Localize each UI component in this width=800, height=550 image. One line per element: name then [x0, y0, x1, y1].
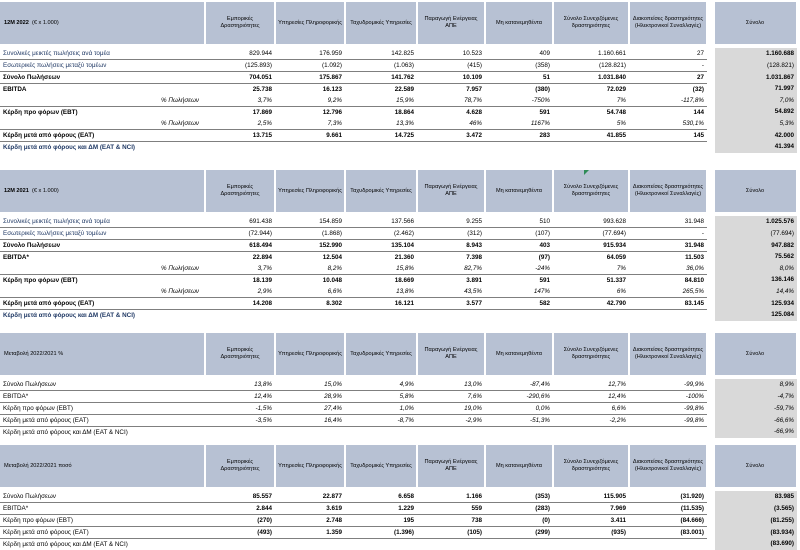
cell: -3,5% — [205, 415, 275, 427]
cell-total: 14,4% — [715, 286, 797, 298]
section-header — [0, 445, 797, 487]
cell: 283 — [485, 130, 553, 142]
section-12m-2022 — [0, 2, 800, 153]
cell: 9.661 — [275, 130, 345, 142]
cell: 582 — [485, 298, 553, 310]
section-unit: (€ x 1.000) — [32, 188, 59, 194]
col-header: Σύνολο Συνεχιζόμενες δραστηριότητες — [553, 445, 629, 487]
cell: 144 — [629, 107, 707, 119]
table-row — [0, 107, 797, 119]
cell: 19,0% — [417, 403, 485, 415]
cell: 4.628 — [417, 107, 485, 119]
col-header: Ταχυδρομικές Υπηρεσίες — [345, 170, 417, 212]
row-label: Εσωτερικές πωλήσεις μεταξύ τομέων — [0, 228, 205, 240]
cell: -117,8% — [629, 95, 707, 107]
cell: (0) — [485, 515, 553, 527]
cell: (299) — [485, 527, 553, 539]
cell: 195 — [345, 515, 417, 527]
cell: -2,2% — [553, 415, 629, 427]
cell: 3.891 — [417, 275, 485, 287]
cell: 6,6% — [275, 286, 345, 298]
cell: (32) — [629, 84, 707, 96]
cell: 51.337 — [553, 275, 629, 287]
row-label: Κέρδη μετά από φόρους και ΔΜ (EAT & NCI) — [0, 539, 707, 550]
cell: 12,4% — [553, 391, 629, 403]
row-label: Κέρδη προ φόρων (EBT) — [0, 107, 205, 119]
cell: 2.844 — [205, 503, 275, 515]
col-header: Σύνολο Συνεχιζόμενες δραστηριότητες — [553, 333, 629, 375]
cell-total: 54.892 — [715, 107, 797, 119]
cell: (353) — [485, 491, 553, 503]
cell-total: 1.025.576 — [715, 216, 797, 228]
table-row — [0, 118, 797, 130]
cell: 7% — [553, 95, 629, 107]
cell-total: (77.694) — [715, 228, 797, 240]
cell: 43,5% — [417, 286, 485, 298]
cell: 18.864 — [345, 107, 417, 119]
col-header: Σύνολο — [715, 2, 797, 44]
cell: (31.920) — [629, 491, 707, 503]
cell-total: (83.690) — [715, 539, 797, 550]
col-header: Υπηρεσίες Πληροφορικής — [275, 2, 345, 44]
cell: 6.658 — [345, 491, 417, 503]
cell: 22.877 — [275, 491, 345, 503]
cell: 9,2% — [275, 95, 345, 107]
col-header: Εμπορικές Δραστηριότητες — [205, 2, 275, 44]
cell: 46% — [417, 118, 485, 130]
cell-total: 5,3% — [715, 118, 797, 130]
cell: 2,9% — [205, 286, 275, 298]
cell: 17.869 — [205, 107, 275, 119]
cell: 6% — [553, 286, 629, 298]
cell: 15,0% — [275, 379, 345, 391]
cell-total: -4,7% — [715, 391, 797, 403]
cell: 12.796 — [275, 107, 345, 119]
cell: 22.589 — [345, 84, 417, 96]
section-12m-2021 — [0, 170, 800, 321]
cell: 7,3% — [275, 118, 345, 130]
cell: 691.438 — [205, 216, 275, 228]
cell-total: 125.934 — [715, 298, 797, 310]
row-label: % Πωλήσεων — [0, 118, 205, 130]
cell: (125.893) — [205, 60, 275, 72]
cell: -87,4% — [485, 379, 553, 391]
cell: 13,8% — [345, 286, 417, 298]
row-label: EBITDA — [0, 84, 205, 96]
table-row — [0, 252, 797, 264]
cell: 993.628 — [553, 216, 629, 228]
cell: 3.472 — [417, 130, 485, 142]
cell-total: 71.997 — [715, 84, 797, 96]
cell: 21.360 — [345, 252, 417, 264]
cell: (1.396) — [345, 527, 417, 539]
cell: 9.255 — [417, 216, 485, 228]
section-title: 12M 2021 — [4, 188, 29, 194]
cell: (128.821) — [553, 60, 629, 72]
cell: 11.503 — [629, 252, 707, 264]
cell: (493) — [205, 527, 275, 539]
cell: 28,9% — [275, 391, 345, 403]
cell: (11.535) — [629, 503, 707, 515]
col-header: Ταχυδρομικές Υπηρεσίες — [345, 333, 417, 375]
col-header: Ταχυδρομικές Υπηρεσίες — [345, 2, 417, 44]
section-change-amount — [0, 445, 800, 550]
table-row — [0, 491, 797, 503]
cell: 8,2% — [275, 263, 345, 275]
section-title: Μεταβολή 2022/2021 ποσό — [4, 463, 72, 469]
cell-total: 75.562 — [715, 252, 797, 264]
col-header: Παραγωγή Ενέργειας ΑΠΕ — [417, 2, 485, 44]
cell: 829.944 — [205, 48, 275, 60]
cell: 1167% — [485, 118, 553, 130]
cell: (84.666) — [629, 515, 707, 527]
cell: -99,8% — [629, 415, 707, 427]
cell: -290,6% — [485, 391, 553, 403]
cell: 78,7% — [417, 95, 485, 107]
row-label: Συνολικές μεικτές πωλήσεις ανά τομέα — [0, 48, 205, 60]
cell: 27 — [629, 72, 707, 84]
cell: (105) — [417, 527, 485, 539]
cell: 3.411 — [553, 515, 629, 527]
cell: 142.825 — [345, 48, 417, 60]
cell: -8,7% — [345, 415, 417, 427]
table-row — [0, 142, 797, 154]
cell: (415) — [417, 60, 485, 72]
cell: 83.145 — [629, 298, 707, 310]
cell: 85.557 — [205, 491, 275, 503]
table-row — [0, 515, 797, 527]
cell: 18.139 — [205, 275, 275, 287]
row-label: Κέρδη μετά από φόρους και ΔΜ (EAT & NCI) — [0, 310, 707, 322]
cell: 10.523 — [417, 48, 485, 60]
section-title: Μεταβολή 2022/2021 % — [4, 351, 63, 357]
cell: 3.619 — [275, 503, 345, 515]
row-label: % Πωλήσεων — [0, 95, 205, 107]
cell: 1.359 — [275, 527, 345, 539]
cell: -24% — [485, 263, 553, 275]
table-row — [0, 216, 797, 228]
row-label: Κέρδη προ φόρων (EBT) — [0, 403, 205, 415]
cell-total: 8,9% — [715, 379, 797, 391]
cell: 10.048 — [275, 275, 345, 287]
cell: 25.738 — [205, 84, 275, 96]
col-header: Μη κατανεμηθέντα — [485, 170, 553, 212]
cell: 14.208 — [205, 298, 275, 310]
cell: 135.104 — [345, 240, 417, 252]
cell: -99,9% — [629, 379, 707, 391]
table-row — [0, 286, 797, 298]
table-row — [0, 84, 797, 96]
cell: 154.859 — [275, 216, 345, 228]
table-row — [0, 240, 797, 252]
cell: (83.001) — [629, 527, 707, 539]
cell: 82,7% — [417, 263, 485, 275]
cell-total: 1.031.867 — [715, 72, 797, 84]
table-row — [0, 379, 797, 391]
cell: 16,4% — [275, 415, 345, 427]
col-header: Υπηρεσίες Πληροφορικής — [275, 445, 345, 487]
cell: 591 — [485, 107, 553, 119]
cell: 2.748 — [275, 515, 345, 527]
cell: 265,5% — [629, 286, 707, 298]
table-row — [0, 391, 797, 403]
cell: (1.063) — [345, 60, 417, 72]
cell: (2.462) — [345, 228, 417, 240]
cell: 175.867 — [275, 72, 345, 84]
cell: 1.229 — [345, 503, 417, 515]
cell-total: 1.160.688 — [715, 48, 797, 60]
cell: 27,4% — [275, 403, 345, 415]
table-row — [0, 60, 797, 72]
cell-total: -66,6% — [715, 415, 797, 427]
col-header: Εμπορικές Δραστηριότητες — [205, 170, 275, 212]
cell-total: 41.394 — [715, 142, 797, 154]
cell: 41.855 — [553, 130, 629, 142]
col-header: Μη κατανεμηθέντα — [485, 2, 553, 44]
cell: 5,8% — [345, 391, 417, 403]
cell: 4,9% — [345, 379, 417, 391]
cell-total: (81.255) — [715, 515, 797, 527]
table-row — [0, 72, 797, 84]
cell: 36,0% — [629, 263, 707, 275]
cell: 704.051 — [205, 72, 275, 84]
row-label: % Πωλήσεων — [0, 263, 205, 275]
row-label: Κέρδη μετά από φόρους και ΔΜ (EAT & NCI) — [0, 427, 707, 439]
cell: (107) — [485, 228, 553, 240]
row-label: Κέρδη μετά από φόρους (EAT) — [0, 415, 205, 427]
table-row — [0, 275, 797, 287]
cell: 42.790 — [553, 298, 629, 310]
cell: -750% — [485, 95, 553, 107]
cell: 13.715 — [205, 130, 275, 142]
table-row — [0, 298, 797, 310]
cell: 915.934 — [553, 240, 629, 252]
col-header: Διακοπείσες δραστηριότητες (Ηλεκτρονικοί Συναλλαγές) — [629, 445, 707, 487]
cell: 27 — [629, 48, 707, 60]
col-header: Παραγωγή Ενέργειας ΑΠΕ — [417, 445, 485, 487]
cell-total: 8,0% — [715, 263, 797, 275]
row-label: EBITDA* — [0, 252, 205, 264]
row-label: Κέρδη προ φόρων (EBT) — [0, 515, 205, 527]
cell: (380) — [485, 84, 553, 96]
table-row — [0, 228, 797, 240]
cell: 13,0% — [417, 379, 485, 391]
table-row — [0, 415, 797, 427]
cell: 54.748 — [553, 107, 629, 119]
cell: 7,6% — [417, 391, 485, 403]
cell: (77.694) — [553, 228, 629, 240]
table-row — [0, 527, 797, 539]
row-label: EBITDA* — [0, 503, 205, 515]
cell: (270) — [205, 515, 275, 527]
col-header: Μη κατανεμηθέντα — [485, 333, 553, 375]
row-label: Κέρδη μετά από φόρους και ΔΜ (EAT & NCI) — [0, 142, 707, 154]
cell: 1.031.840 — [553, 72, 629, 84]
cell-total: -59,7% — [715, 403, 797, 415]
cell-total: 136.146 — [715, 275, 797, 287]
cell: 1,0% — [345, 403, 417, 415]
cell: 3,7% — [205, 95, 275, 107]
cell: -100% — [629, 391, 707, 403]
cell: 147% — [485, 286, 553, 298]
cell-total: 42.000 — [715, 130, 797, 142]
col-header: Παραγωγή Ενέργειας ΑΠΕ — [417, 333, 485, 375]
cell: 8.302 — [275, 298, 345, 310]
row-label: Κέρδη μετά από φόρους (EAT) — [0, 298, 205, 310]
table-row — [0, 503, 797, 515]
cell: 0,0% — [485, 403, 553, 415]
cell: 6,6% — [553, 403, 629, 415]
cell-total: -66,9% — [715, 427, 797, 439]
cell: 3,7% — [205, 263, 275, 275]
cell-total: 83.985 — [715, 491, 797, 503]
cell: 7.398 — [417, 252, 485, 264]
cell: 15,8% — [345, 263, 417, 275]
cell: 18.669 — [345, 275, 417, 287]
cell: 22.894 — [205, 252, 275, 264]
cell: 141.762 — [345, 72, 417, 84]
cell: 5% — [553, 118, 629, 130]
row-label: Εσωτερικές πωλήσεις μεταξύ τομέων — [0, 60, 205, 72]
col-header: Υπηρεσίες Πληροφορικής — [275, 333, 345, 375]
cell: -51,3% — [485, 415, 553, 427]
cell: (72.944) — [205, 228, 275, 240]
col-header: Ταχυδρομικές Υπηρεσίες — [345, 445, 417, 487]
row-label: Κέρδη προ φόρων (EBT) — [0, 275, 205, 287]
cell: 403 — [485, 240, 553, 252]
cell: 64.059 — [553, 252, 629, 264]
cell-total: (128.821) — [715, 60, 797, 72]
cell: 7.957 — [417, 84, 485, 96]
cell: -1,5% — [205, 403, 275, 415]
cell-total: 7,0% — [715, 95, 797, 107]
col-header: Μη κατανεμηθέντα — [485, 445, 553, 487]
cell: - — [629, 60, 707, 72]
cell: 12,7% — [553, 379, 629, 391]
col-header: Σύνολο — [715, 170, 797, 212]
cell: (1.092) — [275, 60, 345, 72]
cell: 7.969 — [553, 503, 629, 515]
section-header — [0, 2, 797, 44]
cell: 72.029 — [553, 84, 629, 96]
col-header: Σύνολο — [715, 445, 797, 487]
cell: -99,8% — [629, 403, 707, 415]
row-label: EBITDA* — [0, 391, 205, 403]
table-row — [0, 427, 797, 439]
cell: 409 — [485, 48, 553, 60]
cell: 14.725 — [345, 130, 417, 142]
section-title: 12M 2022 — [4, 20, 29, 26]
cell: 15,9% — [345, 95, 417, 107]
cell: 1.166 — [417, 491, 485, 503]
cell: (283) — [485, 503, 553, 515]
cell: 12,4% — [205, 391, 275, 403]
cell: (935) — [553, 527, 629, 539]
cell: 115.905 — [553, 491, 629, 503]
section-unit: (€ x 1.000) — [32, 20, 59, 26]
cell: 152.990 — [275, 240, 345, 252]
cell: (312) — [417, 228, 485, 240]
table-row — [0, 539, 797, 550]
row-label: % Πωλήσεων — [0, 286, 205, 298]
cell: - — [629, 228, 707, 240]
row-label: Σύνολο Πωλήσεων — [0, 72, 205, 84]
row-label: Κέρδη μετά από φόρους (EAT) — [0, 130, 205, 142]
cell: 1.160.661 — [553, 48, 629, 60]
col-header: Παραγωγή Ενέργειας ΑΠΕ — [417, 170, 485, 212]
cell: 2,5% — [205, 118, 275, 130]
table-row — [0, 310, 797, 322]
cell: 31.948 — [629, 216, 707, 228]
cell-total: 125.084 — [715, 310, 797, 322]
cell: 84.810 — [629, 275, 707, 287]
cell: 530,1% — [629, 118, 707, 130]
row-label: Κέρδη μετά από φόρους (EAT) — [0, 527, 205, 539]
cell: 16.123 — [275, 84, 345, 96]
cell: 510 — [485, 216, 553, 228]
cell: 559 — [417, 503, 485, 515]
section-header — [0, 333, 797, 375]
table-row — [0, 130, 797, 142]
cell: 8.943 — [417, 240, 485, 252]
row-label: Σύνολο Πωλήσεων — [0, 491, 205, 503]
cell: 31.948 — [629, 240, 707, 252]
row-label: Σύνολο Πωλήσεων — [0, 379, 205, 391]
cell: 176.959 — [275, 48, 345, 60]
col-header: Εμπορικές Δραστηριότητες — [205, 333, 275, 375]
cell: (358) — [485, 60, 553, 72]
section-header — [0, 170, 797, 212]
cell: 16.121 — [345, 298, 417, 310]
col-header: Διακοπείσες δραστηριότητες (Ηλεκτρονικοί Συναλλαγές) — [629, 2, 707, 44]
cell: 145 — [629, 130, 707, 142]
cell: 10.109 — [417, 72, 485, 84]
table-row — [0, 48, 797, 60]
cell: -2,9% — [417, 415, 485, 427]
col-header: Υπηρεσίες Πληροφορικής — [275, 170, 345, 212]
section-change-percent — [0, 333, 800, 438]
cell-total: 947.882 — [715, 240, 797, 252]
col-header: Διακοπείσες δραστηριότητες (Ηλεκτρονικοί Συναλλαγές) — [629, 170, 707, 212]
cell: (1.868) — [275, 228, 345, 240]
col-header: Εμπορικές Δραστηριότητες — [205, 445, 275, 487]
cell: 3.577 — [417, 298, 485, 310]
table-row — [0, 263, 797, 275]
cell: 12.504 — [275, 252, 345, 264]
col-header: Σύνολο Συνεχιζόμενες δραστηριότητες — [553, 170, 629, 212]
cell: 738 — [417, 515, 485, 527]
cell: 618.494 — [205, 240, 275, 252]
col-header: Σύνολο — [715, 333, 797, 375]
cell-total: (3.565) — [715, 503, 797, 515]
col-header: Διακοπείσες δραστηριότητες (Ηλεκτρονικοί Συναλλαγές) — [629, 333, 707, 375]
table-row — [0, 403, 797, 415]
col-header: Σύνολο Συνεχιζόμενες δραστηριότητες — [553, 2, 629, 44]
row-label: Σύνολο Πωλήσεων — [0, 240, 205, 252]
row-label: Συνολικές μεικτές πωλήσεις ανά τομέα — [0, 216, 205, 228]
table-row — [0, 95, 797, 107]
cell: 137.566 — [345, 216, 417, 228]
cell: 591 — [485, 275, 553, 287]
cell: (97) — [485, 252, 553, 264]
cell: 13,8% — [205, 379, 275, 391]
cell: 13,3% — [345, 118, 417, 130]
cell: 51 — [485, 72, 553, 84]
cell: 7% — [553, 263, 629, 275]
cell-total: (83.934) — [715, 527, 797, 539]
